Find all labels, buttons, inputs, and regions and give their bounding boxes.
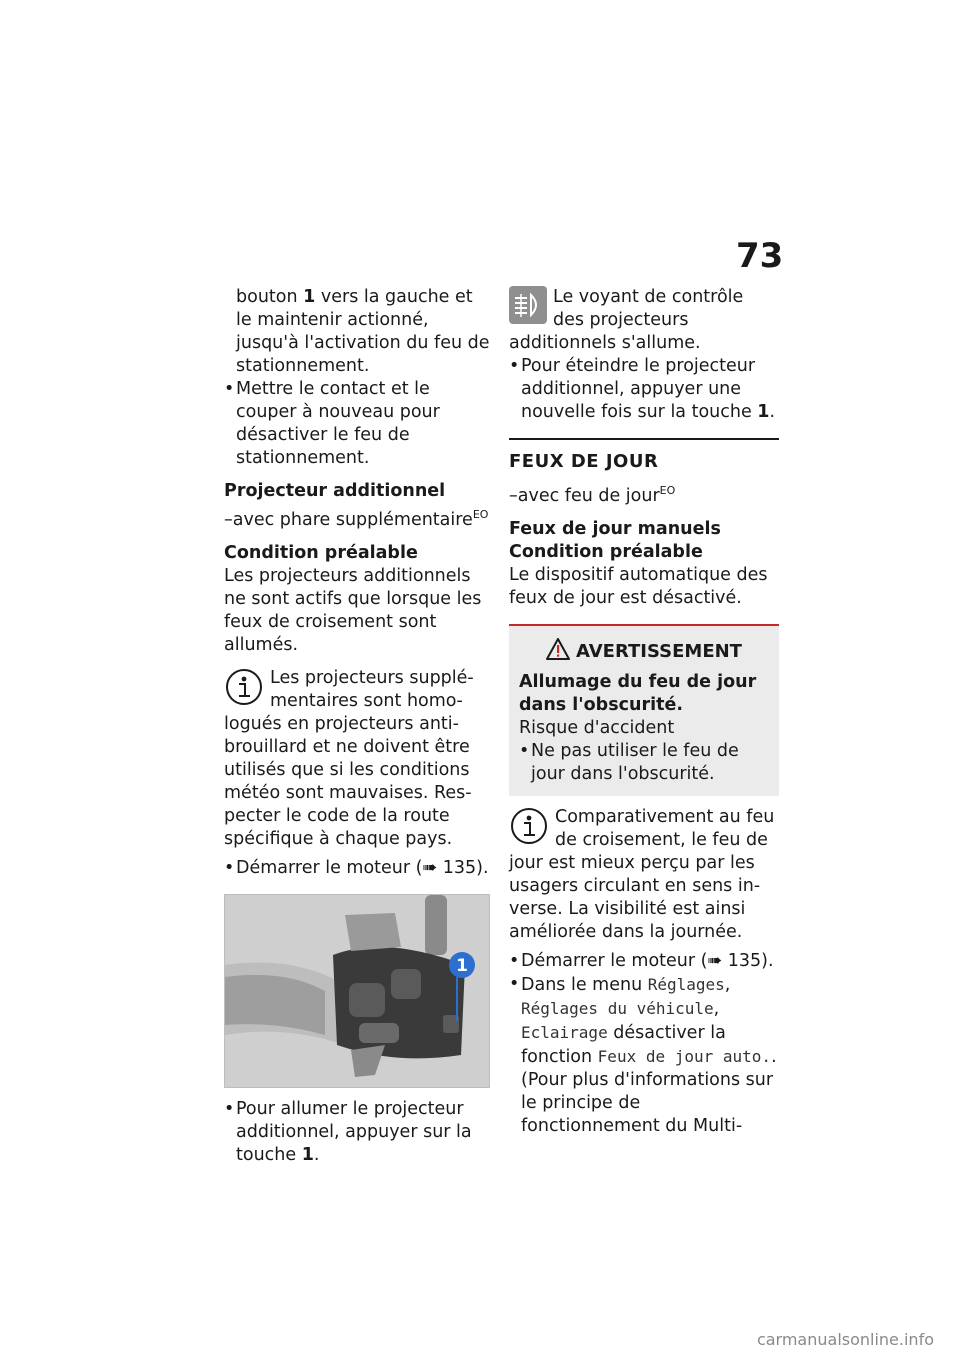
section-subtitle: –avec phare supplémentaire$^{EO}$ xyxy=(224,508,489,530)
condition-title: Condition préalable xyxy=(509,541,703,562)
intro-paragraph: bouton 1 vers la gauche et le maintenir actionné, jusqu'à l'activation du feu de stationnement. xyxy=(236,287,490,376)
warning-box xyxy=(509,624,779,796)
figure-callout-label: 1 xyxy=(456,955,468,976)
subsection-title: Feux de jour manuels xyxy=(509,518,721,539)
list-item: • Pour éteindre le projecteur additionnel, appuyer une nouvelle fois sur la touche 1. xyxy=(509,356,776,422)
list-item: • Pour allumer le projecteur additionnel, appuyer sur la touche 1. xyxy=(224,1098,472,1165)
handlebar-switch-figure xyxy=(224,894,490,1088)
condition-title: Condition préalable xyxy=(224,542,418,563)
list-item: • Dans le menu Réglages, Réglages du véhicule, Eclairage désactiver la fonction Feux de jour auto.. (Pour plus d'informations sur le principe de fonctionnement du Multi- xyxy=(509,973,777,1136)
page-number: 73 xyxy=(736,236,784,276)
condition-text: Le dispositif automatique des feux de jour est désactivé. xyxy=(509,564,768,608)
list-item: • Démarrer le moteur (➠ 135). xyxy=(224,857,489,878)
footer-watermark: carmanualsonline.info xyxy=(756,1330,934,1349)
info-icon xyxy=(224,667,264,707)
info-icon xyxy=(509,806,549,846)
arrow-icon: ➠ xyxy=(422,857,438,878)
fog-light-indicator-icon xyxy=(509,286,547,324)
warning-risk: Risque d'accident xyxy=(519,717,675,738)
warning-icon xyxy=(546,638,570,660)
list-item: • Mettre le contact et le couper à nouveau pour désactiver le feu de stationnement. xyxy=(224,379,440,468)
section-subtitle: –avec feu de jour$^{EO}$ xyxy=(509,484,676,506)
condition-text: Les projecteurs additionnels ne sont actifs que lorsque les feux de croisement sont allumés. xyxy=(224,565,482,655)
warning-header: AVERTISSEMENT xyxy=(519,638,769,663)
section-title: Projecteur additionnel xyxy=(224,481,446,501)
arrow-icon: ➠ xyxy=(707,950,723,971)
info-note: Les projecteurs supplémentaires sont homologués en projecteurs antibrouillard et ne doivent être utilisés que si les conditions météo sont mauvaises. Respecter le code de la route spécifique à chaque pays. xyxy=(224,667,474,849)
info-note: Comparativement au feu de croisement, le feu de jour est mieux perçu par les usagers circulant en sens inverse. La visibilité est ainsi améliorée dans la journée. xyxy=(509,806,775,942)
indicator-paragraph: Le voyant de contrôle des projecteurs additionnels s'allume. xyxy=(509,287,744,353)
warning-subtitle: Allumage du feu de jour dans l'obscurité. xyxy=(519,671,757,715)
section-heading: FEUX DE JOUR xyxy=(509,438,779,473)
handlebar-photo xyxy=(225,895,489,1087)
list-item: • Ne pas utiliser le feu de jour dans l'obscurité. xyxy=(519,740,739,784)
left-column xyxy=(224,286,490,1167)
right-column xyxy=(509,286,779,1138)
list-item: • Démarrer le moteur (➠ 135). xyxy=(509,950,774,971)
